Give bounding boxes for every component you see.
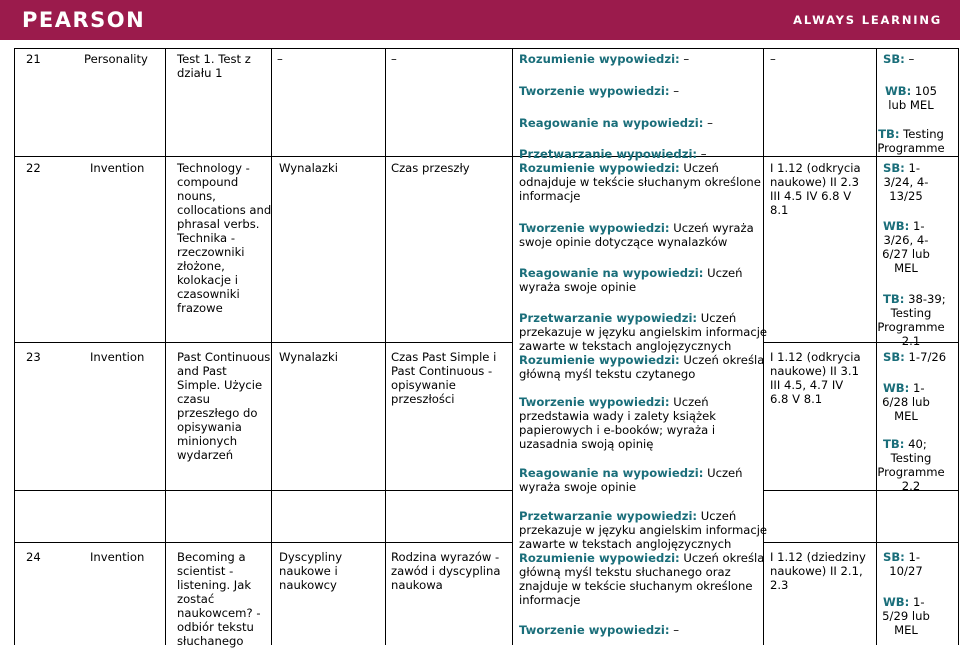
vocabulary-cell: – [277, 52, 283, 66]
skill-text: główną myśl tekstu czytanego [519, 367, 696, 381]
grammar-line: Rodzina wyrazów - [391, 550, 500, 564]
core-curriculum-line: 6.8 V 8.1 [770, 392, 823, 406]
skill-text: Uczeń [683, 161, 719, 175]
vocabulary-cell: Wynalazki [279, 350, 338, 364]
grammar-line: Czas Past Simple i [391, 350, 497, 364]
skill-text: zawarte w tekstach anglojęzycznych [519, 537, 732, 551]
material-text: MEL [894, 623, 918, 637]
material-label: SB: [883, 550, 905, 564]
grammar-line: opisywanie [391, 378, 456, 392]
skill-label: Rozumienie wypowiedzi: [519, 52, 680, 66]
skill-text: informacje [519, 593, 581, 607]
skill-text: – [700, 147, 707, 161]
skill-text: przekazuje w języku angielskim informacje [519, 325, 768, 339]
lesson-title-line: scientist - [177, 564, 234, 578]
skill-text: główną myśl tekstu słuchanego oraz [519, 565, 731, 579]
lesson-number: 22 [26, 161, 41, 175]
unit-topic: Invention [90, 161, 145, 175]
grammar-line: przeszłości [391, 392, 455, 406]
lesson-title-line: opisywania [177, 420, 242, 434]
lesson-title-line: wydarzeń [177, 448, 234, 462]
lesson-title-line: Becoming a [177, 550, 246, 564]
row-divider [14, 156, 959, 157]
grammar-line: naukowa [391, 578, 443, 592]
lesson-title-line: naukowcem? - [177, 606, 261, 620]
skill-text: Uczeń [707, 466, 743, 480]
skill-text: Uczeń [700, 311, 737, 325]
material-text: 2.2 [901, 479, 921, 493]
core-curriculum-cell: – [770, 52, 776, 66]
lesson-number: 24 [26, 550, 41, 564]
column-divider [165, 48, 166, 645]
lesson-number: 21 [26, 52, 41, 66]
lesson-title-line: przeszłego do [177, 406, 258, 420]
material-text: 10/27 [889, 564, 923, 578]
material-label: TB: [883, 437, 905, 451]
material-label: TB: [883, 292, 905, 306]
skill-label: Rozumienie wypowiedzi: [519, 551, 680, 565]
material-label: WB: [884, 84, 912, 98]
lesson-title-line: działu 1 [177, 66, 223, 80]
skill-text: wyraża swoje opinie [519, 480, 637, 494]
lesson-number: 23 [26, 350, 41, 364]
skill-text: Uczeń [707, 266, 743, 280]
material-text: – [908, 52, 915, 66]
core-curriculum-line: I 1.12 (odkrycia [770, 350, 861, 364]
row-divider [763, 542, 959, 543]
skill-label: Rozumienie wypowiedzi: [519, 161, 680, 175]
skill-text: – [673, 623, 679, 637]
material-text: 3/24, 4- [883, 175, 929, 189]
grammar-line: zawód i dyscyplina [391, 564, 501, 578]
lesson-title-line: czasu [177, 392, 210, 406]
core-curriculum-line: naukowe) II 2.3 [770, 175, 859, 189]
vocabulary-line: Dyscypliny [279, 550, 343, 564]
material-text: MEL [894, 409, 918, 423]
material-label: SB: [883, 161, 905, 175]
lesson-title-line: frazowe [177, 301, 223, 315]
skill-label: Reagowanie na wypowiedzi: [519, 116, 704, 130]
material-label: TB: [878, 127, 900, 141]
grammar-cell: Czas przeszły [391, 161, 470, 175]
material-text: 2.1 [901, 334, 921, 348]
core-curriculum-line: I 1.12 (dziedziny [770, 550, 866, 564]
pearson-logo: PEARSON [22, 8, 146, 32]
row-divider [14, 342, 513, 343]
core-curriculum-line: naukowe) II 2.1, [770, 564, 863, 578]
lesson-title-line: kolokacje i [177, 273, 238, 287]
row-divider [14, 542, 513, 543]
core-curriculum-line: III 4.5, 4.7 IV [770, 378, 844, 392]
skill-text: – [683, 52, 690, 66]
material-label: SB: [883, 350, 905, 364]
skill-text: – [707, 116, 713, 130]
always-learning-tagline: ALWAYS LEARNING [793, 13, 942, 27]
row-divider [14, 490, 513, 491]
vocabulary-line: naukowcy [279, 578, 337, 592]
skill-label: Przetwarzanie wypowiedzi: [519, 147, 698, 161]
skill-text: znajduje w tekście słuchanym określone [519, 579, 753, 593]
skill-text: zawarte w tekstach anglojęzycznych [519, 339, 732, 353]
skill-label: Tworzenie wypowiedzi: [519, 395, 670, 409]
lesson-title-line: compound [177, 175, 239, 189]
skill-label: Rozumienie wypowiedzi: [519, 353, 680, 367]
material-label: WB: [883, 595, 910, 609]
skill-text: Uczeń określa [683, 551, 765, 565]
skill-label: Reagowanie na wypowiedzi: [519, 266, 704, 280]
lesson-title-line: zostać [177, 592, 215, 606]
skill-text: – [673, 84, 679, 98]
table-border-left [14, 48, 15, 645]
material-text: Testing [890, 451, 932, 465]
lesson-title-line: Technika - [177, 231, 236, 245]
material-text: 6/27 lub [882, 247, 930, 261]
skill-text: informacje [519, 189, 581, 203]
material-label: WB: [883, 219, 910, 233]
material-text: Programme [877, 465, 945, 479]
core-curriculum-line: 8.1 [770, 203, 789, 217]
material-label: SB: [883, 52, 905, 66]
grammar-cell: – [391, 52, 397, 66]
lesson-title-line: Past Continuous [177, 350, 271, 364]
core-curriculum-line: III 4.5 IV 6.8 V [770, 189, 852, 203]
skill-text: przedstawia wady i zalety książek [519, 409, 716, 423]
lesson-title-line: Technology - [177, 161, 250, 175]
unit-topic: Invention [90, 350, 145, 364]
material-text: 6/28 lub [882, 395, 930, 409]
skill-text: Uczeń [700, 509, 737, 523]
column-divider [385, 48, 386, 645]
lesson-title-line: listening. Jak [177, 578, 252, 592]
table-border-right [958, 48, 959, 645]
lesson-title-line: phrasal verbs. [177, 217, 260, 231]
skill-text: swoje opinie dotyczące wynalazków [519, 235, 728, 249]
skill-text: Uczeń określa [683, 353, 765, 367]
material-text: 3/26, 4- [883, 233, 929, 247]
lesson-title-line: Test 1. Test z [177, 52, 251, 66]
skill-text: wyraża swoje opinie [519, 280, 637, 294]
lesson-title-line: collocations and [177, 203, 272, 217]
lesson-title-line: złożone, [177, 259, 225, 273]
material-text: Testing [890, 306, 932, 320]
lesson-title-line: odbiór tekstu [177, 620, 254, 634]
core-curriculum-line: 2.3 [770, 578, 789, 592]
material-label: WB: [883, 381, 910, 395]
skill-label: Tworzenie wypowiedzi: [519, 623, 670, 637]
grammar-line: Past Continuous - [391, 364, 493, 378]
lesson-title-line: czasowniki [177, 287, 240, 301]
vocabulary-line: naukowe i [279, 564, 338, 578]
lesson-title-line: Simple. Użycie [177, 378, 263, 392]
unit-topic: Invention [90, 550, 145, 564]
lesson-title-line: nouns, [177, 189, 216, 203]
skill-label: Przetwarzanie wypowiedzi: [519, 311, 698, 325]
material-text: MEL [894, 261, 918, 275]
vocabulary-cell: Wynalazki [279, 161, 338, 175]
lesson-title-line: and Past [177, 364, 227, 378]
unit-topic: Personality [84, 52, 148, 66]
core-curriculum-line: naukowe) II 3.1 [770, 364, 859, 378]
column-divider [271, 48, 272, 645]
material-text: 5/29 lub [882, 609, 930, 623]
material-text: Programme [877, 320, 945, 334]
material-text: 13/25 [889, 189, 923, 203]
skill-label: Tworzenie wypowiedzi: [519, 221, 670, 235]
lesson-title-line: rzeczowniki [177, 245, 245, 259]
skill-text: Uczeń [673, 395, 709, 409]
skill-label: Przetwarzanie wypowiedzi: [519, 509, 698, 523]
skill-text: przekazuje w języku angielskim informacje [519, 523, 768, 537]
skill-text: Uczeń wyraża [673, 221, 754, 235]
core-curriculum-line: I 1.12 (odkrycia [770, 161, 861, 175]
skill-text: uzasadnia swoją opinię [519, 437, 654, 451]
lesson-title-line: słuchanego [177, 634, 244, 648]
skill-label: Tworzenie wypowiedzi: [519, 84, 670, 98]
column-divider [512, 48, 513, 645]
skill-text: odnajduje w tekście słuchanym określone [519, 175, 761, 189]
table-border-top [14, 48, 959, 49]
lesson-title-line: minionych [177, 434, 238, 448]
skill-text: papierowych i e-booków; wyraża i [519, 423, 716, 437]
pearson-banner [0, 0, 960, 40]
skill-label: Reagowanie na wypowiedzi: [519, 466, 704, 480]
